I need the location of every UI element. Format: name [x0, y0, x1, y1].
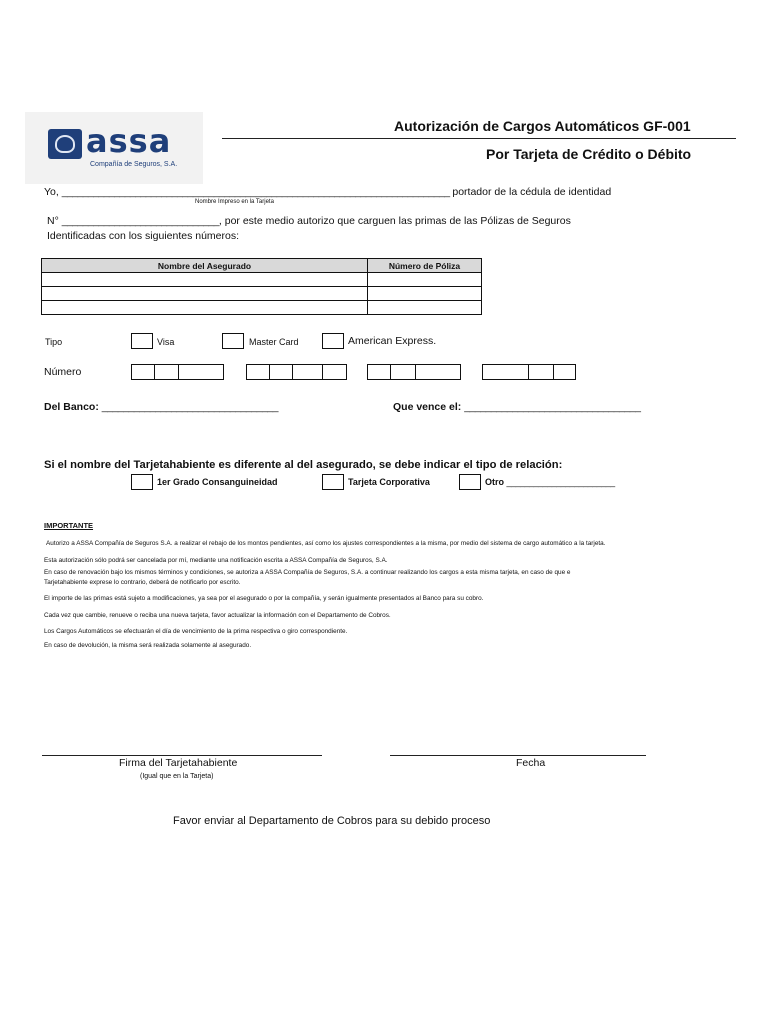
- mastercard-checkbox[interactable]: [222, 333, 244, 349]
- expiry-label: Que vence el:: [393, 401, 462, 413]
- date-line[interactable]: [390, 755, 646, 756]
- column-header-policy-number: Número de Póliza: [368, 259, 482, 273]
- cardholder-name-field[interactable]: __________________________________________________________________________: [61, 186, 450, 198]
- signature-label: Firma del Tarjetahabiente: [119, 757, 238, 769]
- form-subtitle: Por Tarjeta de Crédito o Débito: [486, 146, 692, 162]
- consanguinity-checkbox[interactable]: [131, 474, 153, 490]
- expiry-line: [393, 401, 640, 413]
- date-label: Fecha: [516, 757, 546, 769]
- card-number-group-4[interactable]: [482, 364, 576, 380]
- important-paragraph: Tarjetahabiente exprese lo contrario, deberá de notificarlo por escrito.: [44, 579, 241, 586]
- mastercard-label: Master Card: [249, 337, 299, 347]
- card-type-label: Tipo: [45, 337, 63, 347]
- important-heading: IMPORTANTE: [44, 521, 94, 530]
- other-field[interactable]: ________________________: [506, 477, 615, 487]
- insured-name-cell[interactable]: [42, 301, 368, 315]
- yo-prefix: Yo,: [44, 186, 62, 198]
- id-line: [47, 215, 571, 227]
- title-divider: [222, 138, 736, 139]
- visa-label: Visa: [157, 337, 175, 347]
- policy-number-cell[interactable]: [368, 301, 482, 315]
- card-number-label: Número: [44, 366, 82, 378]
- column-header-insured-name: Nombre del Asegurado: [42, 259, 368, 273]
- important-paragraph: El importe de las primas está sujeto a modificaciones, ya sea por el asegurado o por la compañía, y serán igualmente presentados al Banco para su cobro.: [44, 595, 484, 602]
- insured-name-cell[interactable]: [42, 287, 368, 301]
- card-number-group-1[interactable]: [131, 364, 224, 380]
- company-name: Compañía de Seguros, S.A.: [90, 161, 178, 168]
- no-prefix: N°: [47, 215, 62, 227]
- visa-checkbox[interactable]: [131, 333, 153, 349]
- relation-heading: Si el nombre del Tarjetahabiente es diferente al del asegurado, se debe indicar el tipo de relación:: [44, 459, 563, 471]
- consanguinity-label: 1er Grado Consanguineidad: [157, 477, 278, 487]
- other-checkbox[interactable]: [459, 474, 481, 490]
- footer-note: Favor enviar al Departamento de Cobros para su debido proceso: [173, 815, 491, 827]
- authorization-text: , por este medio autorizo que carguen las primas de las Pólizas de Seguros: [218, 215, 571, 227]
- policy-number-cell[interactable]: [368, 273, 482, 287]
- amex-label: American Express.: [348, 335, 437, 347]
- important-paragraph: Autorizo a ASSA Compañía de Seguros S.A. a realizar el rebajo de los montos pendientes, así como los ajustes correspondientes a la misma, por medio del sistema de cargo automático a la tarjeta.: [46, 540, 606, 547]
- form-title: Autorización de Cargos Automáticos GF-001: [394, 118, 691, 134]
- yo-line: [44, 186, 611, 198]
- other-line: [485, 477, 615, 487]
- id-number-field[interactable]: ______________________________: [61, 215, 219, 227]
- important-paragraph: Esta autorización sólo podrá ser cancelada por mí, mediante una notificación escrita a ASSA Compañía de Seguros, S.A.: [44, 557, 388, 564]
- insured-name-cell[interactable]: [42, 273, 368, 287]
- policy-table: [41, 258, 482, 315]
- company-logo: assa: [86, 122, 172, 160]
- important-paragraph: En caso de renovación bajo los mismos términos y condiciones, se autoriza a ASSA Compañía de Seguros, S.A. a continuar realizando los cargos a esta misma tarjeta, en caso de que e: [44, 569, 571, 576]
- corporate-card-label: Tarjeta Corporativa: [348, 477, 430, 487]
- important-paragraph: Los Cargos Automáticos se efectuarán el día de vencimiento de la prima respectiva o giro correspondiente.: [44, 628, 348, 635]
- corporate-card-checkbox[interactable]: [322, 474, 344, 490]
- important-paragraph: En caso de devolución, la misma será realizada solamente al asegurado.: [44, 642, 252, 649]
- bank-line: [44, 401, 278, 413]
- yo-suffix: portador de la cédula de identidad: [449, 186, 612, 198]
- lion-logo-icon: [48, 129, 82, 159]
- identified-line: Identificadas con los siguientes números:: [47, 230, 240, 242]
- expiry-field[interactable]: _________________________________: [464, 401, 641, 413]
- amex-checkbox[interactable]: [322, 333, 344, 349]
- card-number-group-3[interactable]: [367, 364, 461, 380]
- signature-note: (Igual que en la Tarjeta): [140, 773, 214, 780]
- table-row: [42, 287, 482, 301]
- table-row: [42, 273, 482, 287]
- name-hint: Nombre Impreso en la Tarjeta: [195, 199, 274, 205]
- card-number-group-2[interactable]: [246, 364, 347, 380]
- policy-number-cell[interactable]: [368, 287, 482, 301]
- other-label: Otro: [485, 477, 504, 487]
- bank-field[interactable]: _________________________________: [101, 401, 278, 413]
- signature-line[interactable]: [42, 755, 322, 756]
- table-row: [42, 301, 482, 315]
- important-paragraph: Cada vez que cambie, renueve o reciba una nueva tarjeta, favor actualizar la información con el Departamento de Cobros.: [44, 612, 391, 619]
- bank-label: Del Banco:: [44, 401, 99, 413]
